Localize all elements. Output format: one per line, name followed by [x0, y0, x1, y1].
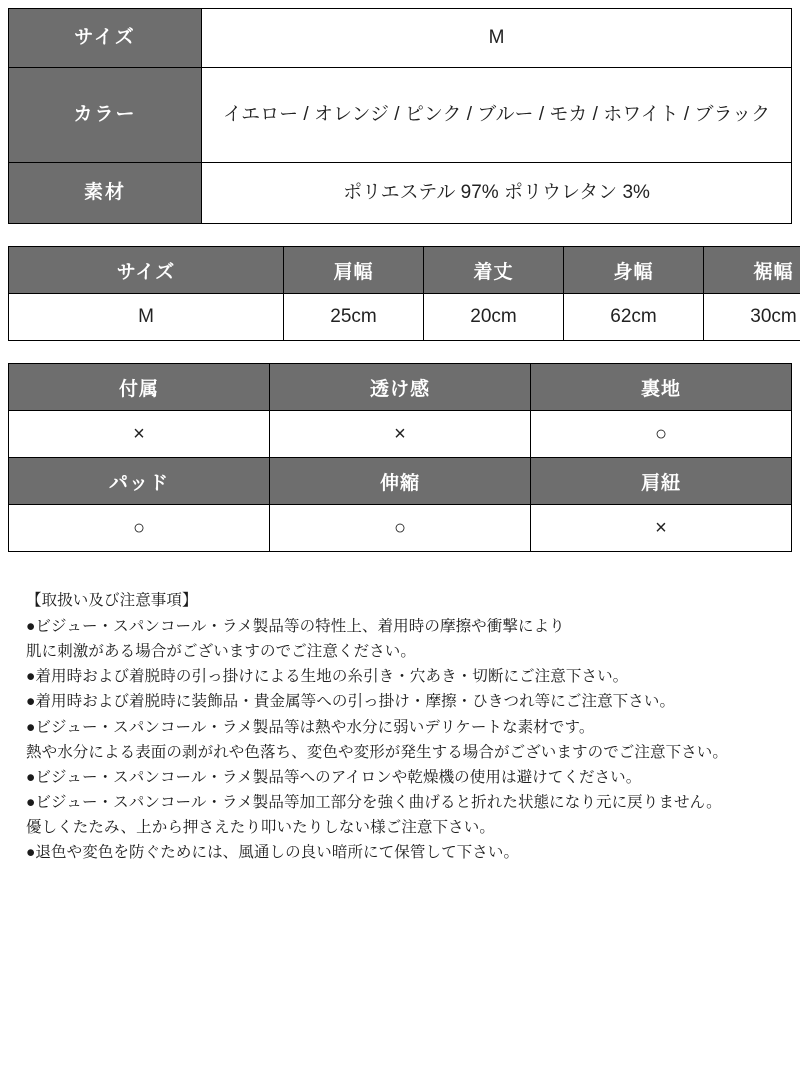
spec-label-size: サイズ [9, 9, 202, 68]
measure-cell-shoulder: 25cm [284, 294, 424, 341]
care-note-line: ●着用時および着脱時の引っ掛けによる生地の糸引き・穴あき・切断にご注意下さい。 [26, 668, 629, 686]
attr-value-lining: ○ [531, 411, 792, 458]
attr-header-sheerness: 透け感 [270, 364, 531, 411]
measure-header-bust: 身幅 [564, 247, 704, 294]
attr-header-stretch: 伸縮 [270, 458, 531, 505]
care-note-line: ●ビジュー・スパンコール・ラメ製品等加工部分を強く曲げると折れた状態になり元に戻りません。 [26, 793, 722, 811]
care-note-line: ●ビジュー・スパンコール・ラメ製品等へのアイロンや乾燥機の使用は避けてください。 [26, 768, 642, 786]
care-note-line: 肌に刺激がある場合がございますのでご注意ください。 [26, 643, 417, 661]
table-header-row [9, 364, 792, 411]
table-header-row [9, 247, 800, 294]
spec-value-color: イエロー / オレンジ / ピンク / ブルー / モカ / ホワイト / ブラック [202, 68, 792, 163]
attr-header-accessory: 付属 [9, 364, 270, 411]
attr-value-strap: × [531, 505, 792, 552]
measure-header-length: 着丈 [424, 247, 564, 294]
care-notes-title: 【取扱い及び注意事項】 [26, 592, 198, 609]
measurement-table [8, 246, 800, 341]
table-row [9, 68, 792, 163]
spec-value-material: ポリエステル 97% ポリウレタン 3% [202, 163, 792, 224]
measure-cell-hem: 30cm [704, 294, 800, 341]
attr-value-pad: ○ [9, 505, 270, 552]
table-header-row [9, 458, 792, 505]
attr-header-lining: 裏地 [531, 364, 792, 411]
table-row [9, 294, 800, 341]
table-row [9, 505, 792, 552]
care-notes [8, 588, 792, 865]
spec-label-material: 素材 [9, 163, 202, 224]
care-note-line: 優しくたたみ、上から押さえたり叩いたりしない様ご注意下さい。 [26, 818, 495, 836]
table-row [9, 163, 792, 224]
spec-table [8, 8, 792, 224]
measure-header-hem: 裾幅 [704, 247, 800, 294]
measure-cell-size: M [9, 294, 284, 341]
table-row [9, 411, 792, 458]
attr-value-sheerness: × [270, 411, 531, 458]
care-note-line: ●着用時および着脱時に装飾品・貴金属等への引っ掛け・摩擦・ひきつれ等にご注意下さい。 [26, 693, 676, 711]
measure-header-size: サイズ [9, 247, 284, 294]
attr-value-stretch: ○ [270, 505, 531, 552]
attr-header-pad: パッド [9, 458, 270, 505]
measure-cell-length: 20cm [424, 294, 564, 341]
care-note-line: ●ビジュー・スパンコール・ラメ製品等は熱や水分に弱いデリケートな素材です。 [26, 718, 595, 736]
attr-header-strap: 肩紐 [531, 458, 792, 505]
spec-value-size: M [202, 9, 792, 68]
attribute-table [8, 363, 792, 552]
table-row [9, 9, 792, 68]
care-note-line: 熱や水分による表面の剥がれや色落ち、変色や変形が発生する場合がございますのでご注意下さい。 [26, 743, 729, 761]
measure-cell-bust: 62cm [564, 294, 704, 341]
measure-header-shoulder: 肩幅 [284, 247, 424, 294]
spec-label-color: カラー [9, 68, 202, 163]
care-note-line: ●ビジュー・スパンコール・ラメ製品等の特性上、着用時の摩擦や衝撃により [26, 618, 565, 636]
care-note-line: ●退色や変色を防ぐためには、風通しの良い暗所にて保管して下さい。 [26, 844, 520, 862]
attr-value-accessory: × [9, 411, 270, 458]
